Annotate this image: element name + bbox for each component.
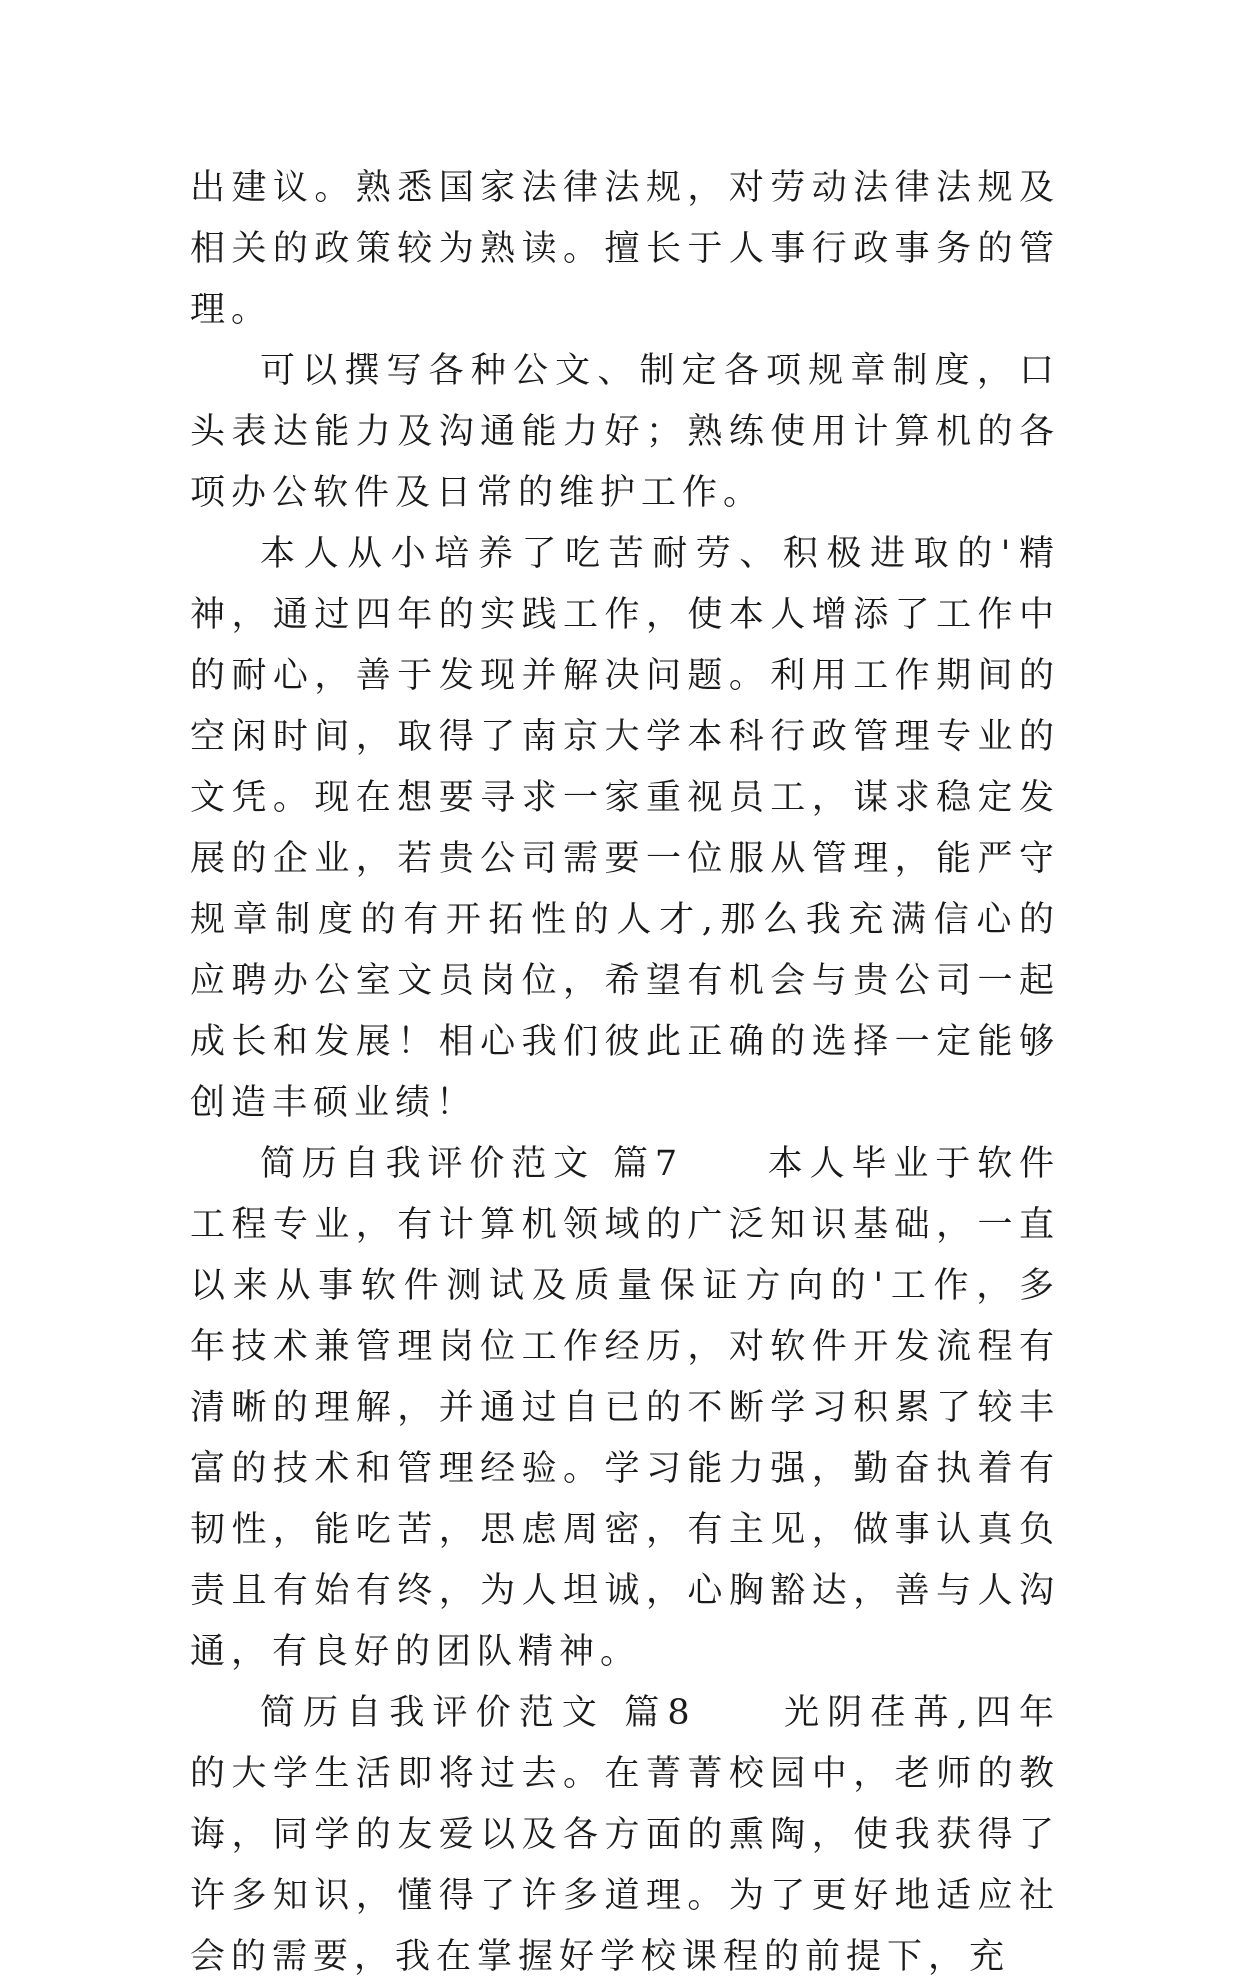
paragraph-sample-8: 简历自我评价范文 篇8 光阴荏苒,四年的大学生活即将过去。在菁菁校园中，老师的教诲，同学的友爱以及各方面的熏陶，使我获得了许多知识，懂得了许多道理。为了更好地适应社会的需要，我在掌握好学校课程的前提下，充	[190, 1693, 1060, 1977]
document-body	[190, 158, 1060, 1988]
paragraph-continuation: 出建议。熟悉国家法律法规，对劳动法律法规及相关的政策较为熟读。擅长于人事行政事务的管理。	[190, 168, 1060, 330]
paragraph-skills: 可以撰写各种公文、制定各项规章制度，口头表达能力及沟通能力好；熟练使用计算机的各项办公软件及日常的维护工作。	[190, 351, 1060, 513]
paragraph-sample-7: 简历自我评价范文 篇7 本人毕业于软件工程专业，有计算机领域的广泛知识基础，一直以来从事软件测试及质量保证方向的'工作，多年技术兼管理岗位工作经历，对软件开发流程有清晰的理解，并通过自已的不断学习积累了较丰富的技术和管理经验。学习能力强，勤奋执着有韧性，能吃苦，思虑周密，有主见，做事认真负责且有始有终，为人坦诚，心胸豁达，善与人沟通，有良好的团队精神。	[190, 1144, 1060, 1672]
paragraph-personal: 本人从小培养了吃苦耐劳、积极进取的'精神，通过四年的实践工作，使本人增添了工作中的耐心，善于发现并解决问题。利用工作期间的空闲时间，取得了南京大学本科行政管理专业的文凭。现在想要寻求一家重视员工，谋求稳定发展的企业，若贵公司需要一位服从管理，能严守规章制度的有开拓性的人才,那么我充满信心的应聘办公室文员岗位，希望有机会与贵公司一起成长和发展！相心我们彼此正确的选择一定能够创造丰硕业绩！	[190, 534, 1060, 1123]
